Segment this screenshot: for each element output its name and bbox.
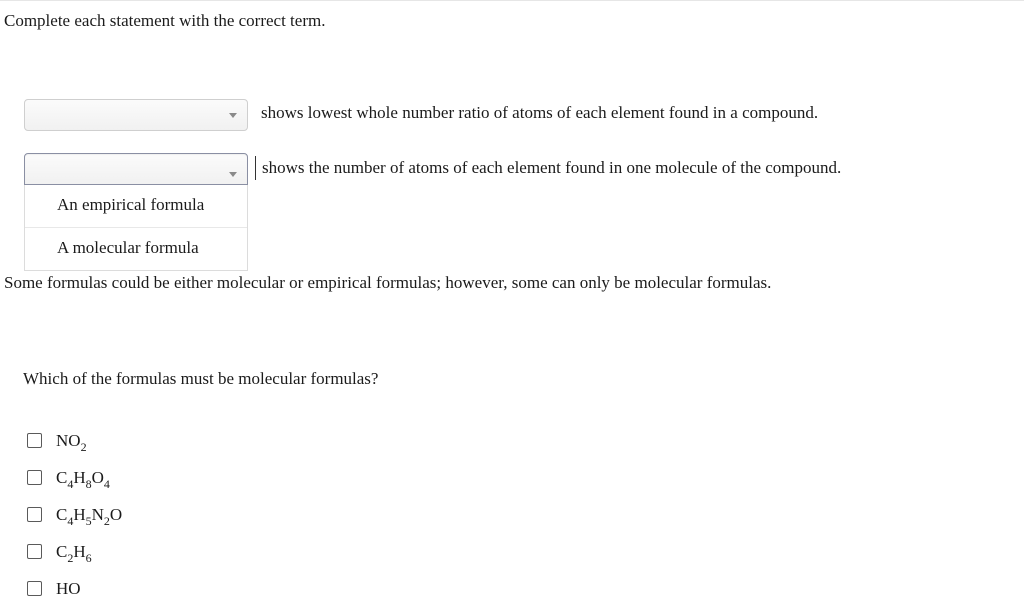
formula-subscript: 5 <box>85 514 92 528</box>
formula-label <box>56 430 87 452</box>
formula-label <box>56 541 92 563</box>
formula-element: H <box>73 542 86 561</box>
note-text: Some formulas could be either molecular or empirical formulas; however, some can only be molecular formulas. <box>4 273 772 292</box>
term-dropdown-menu <box>24 185 248 271</box>
checkbox[interactable] <box>27 544 42 559</box>
formula-label <box>56 467 110 489</box>
term-select-2[interactable] <box>24 153 248 185</box>
dropdown-option-molecular[interactable]: A molecular formula <box>25 227 247 270</box>
instruction-text: Complete each statement with the correct term. <box>4 11 326 30</box>
term-select-1[interactable] <box>24 99 248 131</box>
formula-element: C <box>56 542 68 561</box>
top-divider <box>0 0 1024 1</box>
question-text: Which of the formulas must be molecular formulas? <box>23 369 379 388</box>
formula-element: H <box>73 468 86 487</box>
formula-element: NO <box>56 431 81 450</box>
formula-label <box>56 578 81 600</box>
statement-text-2: shows the number of atoms of each element found in one molecule of the compound. <box>255 156 841 180</box>
formula-subscript: 2 <box>67 551 74 565</box>
formula-element: O <box>109 505 123 524</box>
formula-subscript: 2 <box>103 514 110 528</box>
formula-subscript: 6 <box>85 551 92 565</box>
statement-text-1: shows lowest whole number ratio of atoms of each element found in a compound. <box>261 103 819 122</box>
chevron-down-icon <box>229 113 237 118</box>
formula-element: H <box>73 505 86 524</box>
formula-subscript: 4 <box>103 477 110 491</box>
formula-subscript: 2 <box>80 440 87 454</box>
formula-subscript: 8 <box>85 477 92 491</box>
formula-element: HO <box>56 579 81 598</box>
checkbox[interactable] <box>27 470 42 485</box>
chevron-down-icon <box>229 172 237 177</box>
formula-element: C <box>56 468 68 487</box>
dropdown-option-empirical[interactable]: An empirical formula <box>57 195 205 214</box>
formula-subscript: 4 <box>67 477 74 491</box>
formula-element: O <box>91 468 104 487</box>
formula-element: C <box>56 505 68 524</box>
checkbox[interactable] <box>27 581 42 596</box>
formula-subscript: 4 <box>67 514 74 528</box>
formula-element: N <box>91 505 104 524</box>
checkbox[interactable] <box>27 507 42 522</box>
formula-label <box>56 504 122 526</box>
checkbox[interactable] <box>27 433 42 448</box>
